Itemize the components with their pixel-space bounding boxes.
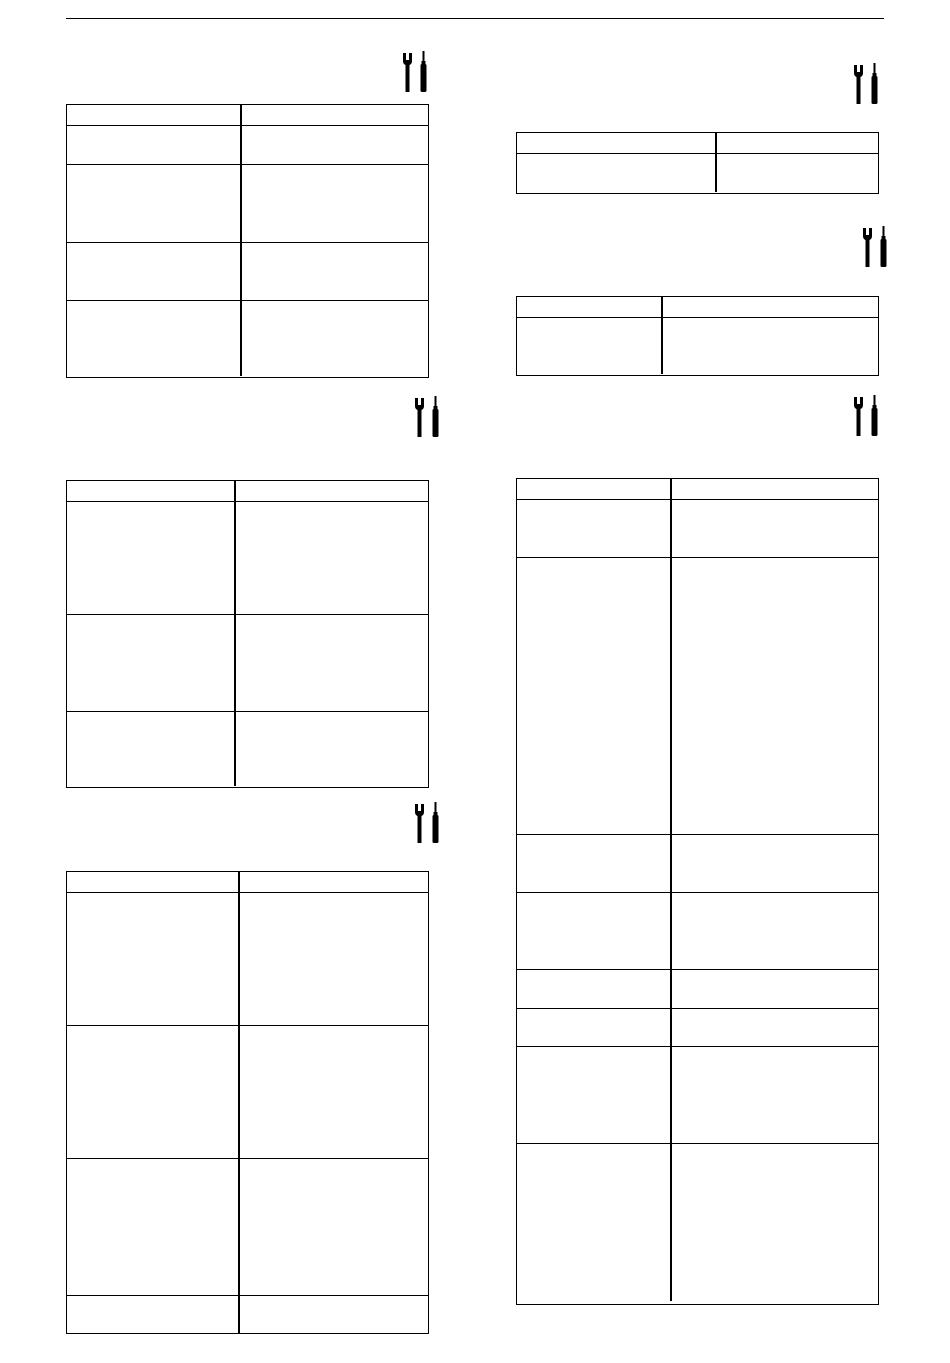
table-row <box>517 500 878 558</box>
header-col-1 <box>67 481 235 501</box>
wrench-screwdriver-icon <box>851 394 887 438</box>
row-cell-1 <box>67 615 235 711</box>
table-row <box>517 1144 878 1301</box>
table-header <box>517 297 878 318</box>
row-cell-1 <box>67 1026 239 1158</box>
table-row <box>67 1296 428 1333</box>
troubleshooting-table-4 <box>516 132 879 194</box>
header-col-1 <box>517 133 716 153</box>
header-col-1 <box>517 297 662 317</box>
header-col-2 <box>671 479 878 499</box>
header-col-1 <box>517 479 671 499</box>
header-col-1 <box>67 872 239 892</box>
row-cell-1 <box>67 165 241 242</box>
row-cell-2 <box>239 893 428 1025</box>
row-cell-2 <box>671 1144 878 1301</box>
table-row <box>67 126 428 165</box>
row-cell-2 <box>671 500 878 557</box>
table-row <box>517 893 878 970</box>
table-row <box>67 502 428 615</box>
row-cell-2 <box>671 893 878 969</box>
table-header <box>517 479 878 500</box>
table-row <box>517 318 878 374</box>
wrench-screwdriver-icon <box>412 801 448 845</box>
row-cell-1 <box>67 126 241 164</box>
header-col-1 <box>67 105 241 125</box>
table-row <box>67 301 428 376</box>
table-row <box>517 835 878 893</box>
troubleshooting-table-6 <box>516 478 879 1305</box>
row-cell-1 <box>67 243 241 300</box>
row-cell-2 <box>235 502 428 614</box>
row-cell-1 <box>67 1159 239 1295</box>
wrench-screwdriver-icon <box>860 225 896 269</box>
table-row <box>67 893 428 1026</box>
table-row <box>67 1026 428 1159</box>
row-cell-2 <box>716 154 878 192</box>
header-col-2 <box>239 872 428 892</box>
troubleshooting-table-5 <box>516 296 879 376</box>
header-col-2 <box>235 481 428 501</box>
header-col-2 <box>241 105 428 125</box>
row-cell-2 <box>241 126 428 164</box>
table-header <box>517 133 878 154</box>
row-cell-1 <box>517 558 671 834</box>
wrench-screwdriver-icon <box>400 50 436 94</box>
troubleshooting-table-2 <box>66 480 429 788</box>
table-row <box>67 712 428 786</box>
table-row <box>517 154 878 192</box>
row-cell-1 <box>67 301 241 376</box>
row-cell-2 <box>235 615 428 711</box>
row-cell-1 <box>517 1009 671 1046</box>
row-cell-1 <box>67 893 239 1025</box>
row-cell-2 <box>241 301 428 376</box>
row-cell-2 <box>241 165 428 242</box>
table-row <box>67 165 428 243</box>
table-row <box>517 1009 878 1047</box>
wrench-screwdriver-icon <box>851 62 887 106</box>
row-cell-2 <box>239 1296 428 1333</box>
row-cell-2 <box>671 970 878 1008</box>
row-cell-2 <box>239 1026 428 1158</box>
table-header <box>67 872 428 893</box>
row-cell-2 <box>662 318 878 374</box>
row-cell-1 <box>517 1144 671 1301</box>
row-cell-1 <box>517 835 671 892</box>
header-col-2 <box>662 297 878 317</box>
row-cell-2 <box>235 712 428 786</box>
wrench-screwdriver-icon <box>412 395 448 439</box>
table-header <box>67 105 428 126</box>
row-cell-2 <box>671 1009 878 1046</box>
row-cell-2 <box>241 243 428 300</box>
troubleshooting-table-3 <box>66 871 429 1334</box>
row-cell-1 <box>517 970 671 1008</box>
row-cell-2 <box>671 1047 878 1143</box>
row-cell-1 <box>517 1047 671 1143</box>
header-col-2 <box>716 133 878 153</box>
row-cell-1 <box>517 893 671 969</box>
row-cell-2 <box>671 558 878 834</box>
table-row <box>517 970 878 1009</box>
row-cell-2 <box>671 835 878 892</box>
top-rule <box>66 18 884 19</box>
row-cell-1 <box>517 500 671 557</box>
table-header <box>67 481 428 502</box>
table-row <box>67 1159 428 1296</box>
table-row <box>67 243 428 301</box>
troubleshooting-table-1 <box>66 104 429 378</box>
row-cell-1 <box>517 318 662 374</box>
row-cell-1 <box>67 712 235 786</box>
row-cell-2 <box>239 1159 428 1295</box>
table-row <box>517 1047 878 1144</box>
row-cell-1 <box>517 154 716 192</box>
row-cell-1 <box>67 1296 239 1333</box>
table-row <box>67 615 428 712</box>
table-row <box>517 558 878 835</box>
row-cell-1 <box>67 502 235 614</box>
